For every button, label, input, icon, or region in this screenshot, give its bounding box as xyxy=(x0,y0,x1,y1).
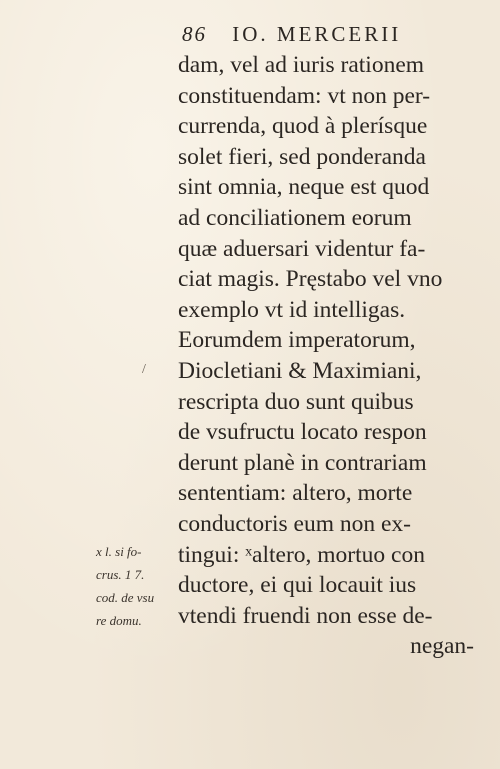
text-line: ad conciliationem eorum xyxy=(178,204,412,231)
margin-ink-mark: / xyxy=(142,362,146,377)
text-line: constituendam: vt non per- xyxy=(178,82,431,109)
running-title: IO. MERCERII xyxy=(232,22,402,46)
text-line: vtendi fruendi non esse de- xyxy=(178,602,433,629)
text-line: ciat magis. Pręstabo vel vno xyxy=(178,266,443,293)
text-line: sint omnia, neque est quod xyxy=(178,174,430,201)
text-line: rescripta duo sunt quibus xyxy=(178,388,414,415)
main-text-block xyxy=(178,50,478,662)
text-line: derunt planè in contrariam xyxy=(178,449,427,476)
margin-note-line: cod. de vsu xyxy=(96,590,155,605)
page-number: 86 xyxy=(182,22,207,46)
text-line: ductore, ei qui locauit ius xyxy=(178,572,417,599)
running-header xyxy=(182,22,401,47)
marginal-citation xyxy=(96,540,176,632)
margin-note-line: re domu. xyxy=(96,613,142,628)
text-line: conductoris eum non ex- xyxy=(178,510,411,537)
text-line: dam, vel ad iuris rationem xyxy=(178,52,425,78)
text-line: currenda, quod à plerísque xyxy=(178,113,428,140)
text-line: de vsufructu locato respon xyxy=(178,419,427,446)
text-line: solet fieri, sed ponderanda xyxy=(178,143,426,170)
text-line: sententiam: altero, morte xyxy=(178,480,413,507)
text-line: Eorumdem imperatorum, xyxy=(178,327,416,354)
catchword: negan- xyxy=(410,633,474,660)
margin-note-line: x l. si fo- xyxy=(96,544,142,559)
margin-note-line: crus. 1 7. xyxy=(96,567,145,582)
text-line: Diocletiani & Maximiani, xyxy=(178,357,422,384)
text-line: exemplo vt id intelligas. xyxy=(178,296,406,323)
text-line: tingui: ˣaltero, mortuo con xyxy=(178,541,425,568)
text-line: quæ aduersari videntur fa- xyxy=(178,235,426,262)
